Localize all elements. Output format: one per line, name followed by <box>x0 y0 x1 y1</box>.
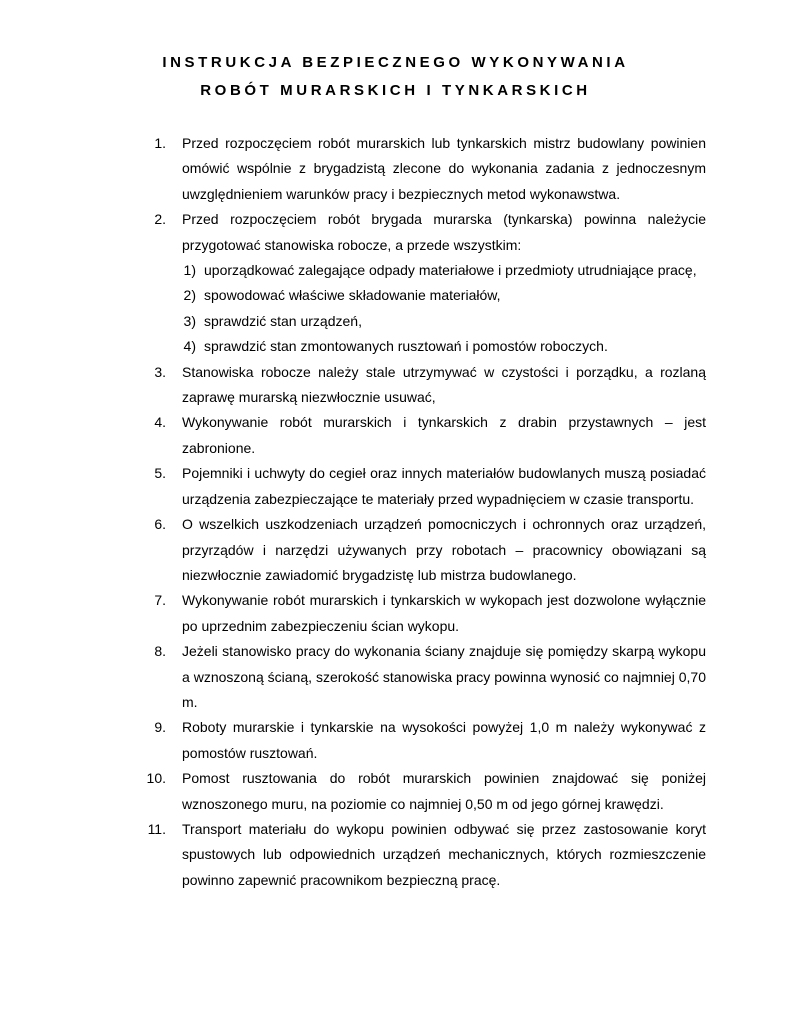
list-item-text: O wszelkich uszkodzeniach urządzeń pomocniczych i ochronnych oraz urządzeń, przyrządów i narzędzi używanych przy robotach – pracownicy obowiązani są niezwłocznie zawiadomić brygadzistę lub mistrza budowlanego. <box>182 516 706 583</box>
list-item <box>0 588 791 639</box>
list-item-text: Wykonywanie robót murarskich i tynkarskich w wykopach jest dozwolone wyłącznie po uprzednim zabezpieczeniu ścian wykopu. <box>182 592 706 634</box>
list-item-text: Przed rozpoczęciem robót brygada murarska (tynkarska) powinna należycie przygotować stanowiska robocze, a przede wszystkim: <box>182 211 706 253</box>
list-item <box>0 766 791 817</box>
list-item-text: Transport materiału do wykopu powinien odbywać się przez zastosowanie koryt spustowych lub odpowiednich urządzeń mechanicznych, których rozmieszczenie powinno zapewnić pracownikom bezpieczną pracę. <box>182 820 706 888</box>
list-item-number: 5. <box>154 465 166 482</box>
list-item-number: 9. <box>154 719 166 736</box>
list-item <box>0 410 791 461</box>
document-title-line-2: ROBÓT MURARSKICH I TYNKARSKICH <box>200 82 591 99</box>
sub-list-item <box>0 283 791 308</box>
list-item <box>0 639 791 715</box>
list-item-text: Jeżeli stanowisko pracy do wykonania ściany znajduje się pomiędzy skarpą wykopu a wznoszoną ścianą, szerokość stanowiska pracy powinna wynosić co najmniej 0,70 m. <box>182 643 706 710</box>
list-item <box>0 207 791 359</box>
list-item-number: 10. <box>146 770 166 787</box>
sub-list-item-text: sprawdzić stan urządzeń, <box>204 312 362 329</box>
sub-list-item-number: 2) <box>183 287 196 304</box>
list-item-number: 4. <box>154 414 166 431</box>
list-item-number: 2. <box>154 211 166 228</box>
list-item <box>0 817 791 893</box>
list-item <box>0 715 791 766</box>
list-item-number: 7. <box>154 592 166 609</box>
sub-list-item-number: 4) <box>183 338 196 355</box>
sub-list-item <box>0 309 791 334</box>
list-item-text: Stanowiska robocze należy stale utrzymywać w czystości i porządku, a rozlaną zaprawę murarską niezwłocznie usuwać, <box>182 363 706 406</box>
list-item-text: Pomost rusztowania do robót murarskich powinien znajdować się poniżej wznoszonego muru, na poziomie co najmniej 0,50 m od jego górnej krawędzi. <box>182 770 706 812</box>
sub-list-item-number: 3) <box>183 312 196 329</box>
sub-list-item-text: sprawdzić stan zmontowanych rusztowań i pomostów roboczych. <box>204 338 608 355</box>
list-item-text: Przed rozpoczęciem robót murarskich lub tynkarskich mistrz budowlany powinien omówić wspólnie z brygadzistą zlecone do wykonania zadania z jednoczesnym uwzględnieniem warunków pracy i bezpiecznych metod wykonawstwa. <box>182 135 706 202</box>
sub-list <box>0 258 791 360</box>
list-item-text: Roboty murarskie i tynkarskie na wysokości powyżej 1,0 m należy wykonywać z pomostów rusztowań. <box>182 719 706 761</box>
list-item <box>0 512 791 588</box>
sub-list-item-text: uporządkować zalegające odpady materiałowe i przedmioty utrudniające pracę, <box>204 262 697 279</box>
list-item-number: 6. <box>154 516 166 533</box>
list-item <box>0 461 791 512</box>
list-item-number: 1. <box>154 135 166 151</box>
list-item <box>0 131 791 207</box>
list-item-text: Pojemniki i uchwyty do cegieł oraz innych materiałów budowlanych muszą posiadać urządzenia zabezpieczające te materiały przed wypadnięciem w czasie transportu. <box>182 465 706 507</box>
list-item-text: Wykonywanie robót murarskich i tynkarskich z drabin przystawnych – jest zabronione. <box>182 414 706 456</box>
sub-list-item-number: 1) <box>183 262 196 279</box>
list-item-number: 3. <box>154 363 166 380</box>
list-item-number: 11. <box>147 820 166 837</box>
sub-list-item <box>0 258 791 283</box>
instruction-list <box>0 131 791 893</box>
list-item-number: 8. <box>154 643 166 660</box>
list-item <box>0 360 791 411</box>
sub-list-item-text: spowodować właściwe składowanie materiałów, <box>204 287 501 304</box>
sub-list-item <box>0 334 791 359</box>
document-title-line-1: INSTRUKCJA BEZPIECZNEGO WYKONYWANIA <box>162 54 629 71</box>
